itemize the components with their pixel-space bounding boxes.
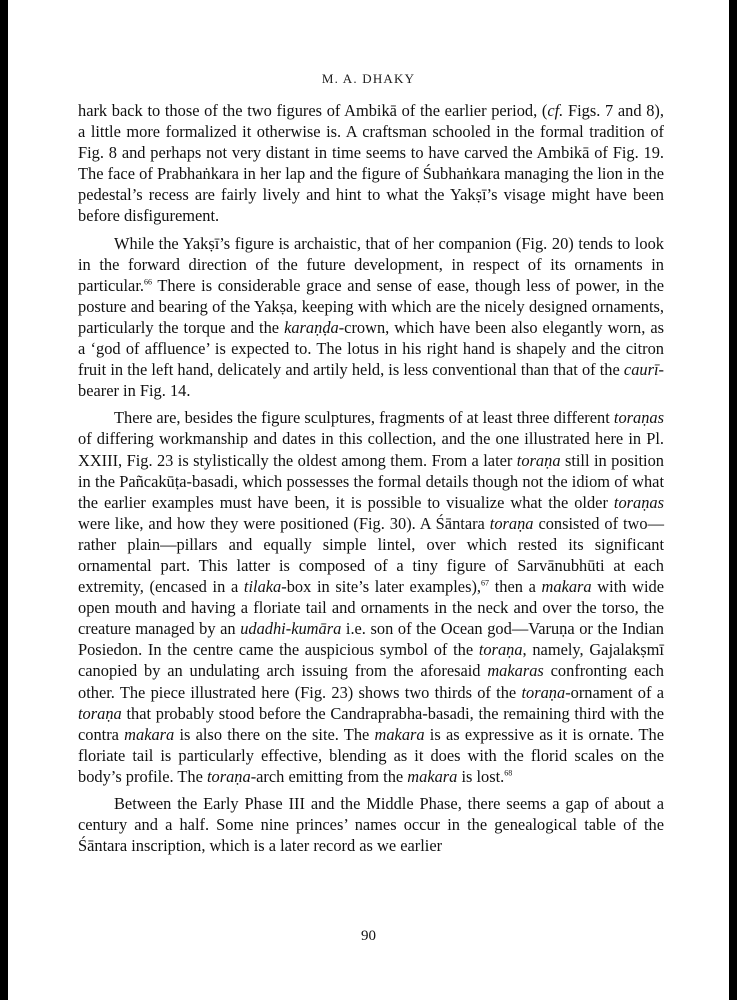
footnote-ref: 66	[144, 277, 152, 287]
page-number: 90	[361, 928, 376, 944]
text-run: confronting each other. The piece illustrated here (Fig. 23) shows two thirds of the	[78, 661, 664, 702]
text-run: of differing workmanship and dates in this collection, and the one illustrated here in Pl. XXIII, Fig. 23 is stylistically the oldest among them. From a later	[78, 429, 664, 470]
italic-term: toraṇa	[78, 703, 122, 723]
text-run: While the Yakṣī’s figure is archaistic, that of her companion (Fig. 20) tends to look in the forward direction of the future development, in respect of its ornaments in particular.	[78, 233, 664, 295]
italic-term: toraṇa	[206, 766, 251, 786]
text-run: were like, and how they were positioned (Fig. 30). A Śāntara	[78, 513, 490, 533]
italic-term: caurī	[623, 360, 659, 380]
text-run: hark back to those of the two figures of Ambikā of the earlier period, (	[78, 101, 548, 120]
text-run: -bearer in Fig. 14.	[78, 360, 664, 401]
text-run: i.e. son of the Ocean god—Varuṇa or the Indian Posiedon. In the centre came the auspicious symbol of the	[78, 619, 664, 660]
text-run: Figs. 7 and 8), a little more formalized it otherwise is. A craftsman schooled in the formal tradition of Fig. 8 and perhaps not very distant in time seems to have carved the Ambikā of Fig. 19. The face of Prabhaṅkara in her lap and the figure of Śubhaṅkara managing the lion in the pedestal’s recess are fairly lively and hint to what the Yakṣī’s visage might have been before disfigurement.	[78, 101, 664, 226]
italic-term: toraṇas	[613, 492, 664, 512]
italic-term: toraṇas	[613, 408, 664, 428]
text-run: Between the Early Phase III and the Middle Phase, there seems a gap of about a century and a half. Some nine princes’ names occur in the genealogical table of the Śāntara inscription, which is a later record as we earlier	[78, 794, 664, 856]
paragraph	[78, 100, 664, 227]
italic-term: makaras	[487, 661, 544, 681]
footnote-ref: 67	[481, 578, 490, 588]
italic-term: makara	[374, 724, 425, 744]
text-run: with wide open mouth and having a floriate tail and ornaments in the neck and over the torso, the creature managed by an	[78, 577, 664, 639]
text-run: , namely, Gajalakṣmī canopied by an undulating arch issuing from the aforesaid	[78, 640, 664, 681]
italic-term: makara	[541, 577, 592, 597]
text-run: still in position in the Pañcakūṭa-basadi, which possesses the formal details though not the idiom of what the earlier examples must have been, it is possible to visualize what the older	[78, 450, 664, 512]
italic-term: makara	[124, 724, 175, 744]
paragraph	[78, 793, 664, 856]
text-run: consisted of two—rather plain—pillars and equally simple lintel, over which rested its significant ornamental part. This latter is composed of a tiny figure of Sarvānubhūti at each extremity, (encased in a	[78, 513, 664, 597]
text-run: -crown, which have been also elegantly worn, as a ‘god of affluence’ is expected to. The lotus in his right hand is shapely and the citron fruit in the left hand, delicately and artily held, is less conventional than that of the	[78, 317, 664, 380]
italic-term: toraṇa	[516, 450, 561, 470]
document-page	[8, 0, 729, 1000]
italic-term: toraṇa	[478, 640, 523, 660]
italic-term: toraṇa	[521, 682, 566, 702]
text-run: -arch emitting from the	[250, 766, 408, 786]
footnote-ref: 68	[504, 768, 513, 778]
italic-term: udadhi-kumāra	[240, 619, 342, 639]
paragraph	[78, 407, 664, 787]
italic-term: toraṇa	[489, 513, 534, 533]
text-run: -ornament of a	[565, 682, 665, 702]
body-text	[78, 100, 664, 862]
text-run: is as expressive as it is ornate. The floriate tail is particularly effective, blending as it does with the florid scales on the body’s profile. The	[78, 724, 664, 786]
text-run: -box in site’s later examples),	[281, 577, 482, 597]
text-run: There are, besides the figure sculptures, fragments of at least three different	[114, 408, 614, 428]
running-head: M. A. DHAKY	[321, 71, 416, 86]
italic-term: cf.	[547, 101, 564, 120]
italic-term: tilaka	[243, 577, 282, 597]
text-run: is lost.	[457, 766, 505, 786]
text-run: There is considerable grace and sense of ease, though less of power, in the posture and bearing of the Yakṣa, keeping with which are the nicely designed ornaments, particularly the torque and the	[78, 275, 664, 337]
text-run: then a	[489, 577, 542, 597]
paragraph	[78, 233, 664, 402]
italic-term: karaṇḍa	[284, 317, 339, 337]
italic-term: makara	[407, 766, 458, 786]
text-run: that probably stood before the Candraprabha-basadi, the remaining third with the contra	[78, 703, 664, 744]
text-run: is also there on the site. The	[174, 724, 375, 744]
